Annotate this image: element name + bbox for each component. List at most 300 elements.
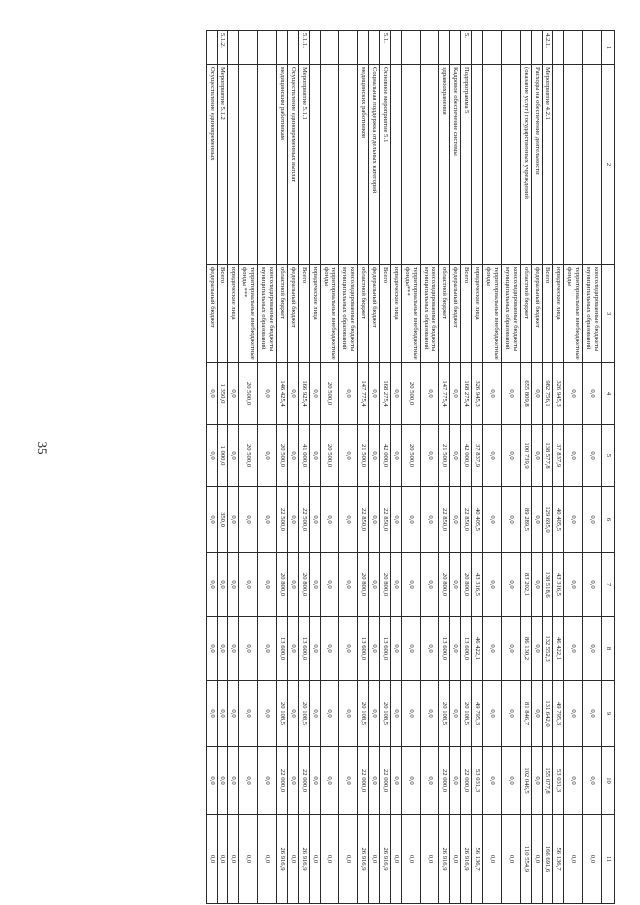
row-number (358, 31, 369, 65)
amount-cell: 0,0 (531, 487, 542, 553)
amount-cell: 0,0 (390, 487, 401, 553)
row-title: медицинским работникам (277, 65, 288, 265)
amount-cell: 0,0 (369, 747, 380, 815)
row-number (277, 31, 288, 65)
budget-table (206, 30, 615, 904)
table-row (520, 31, 531, 904)
amount-cell: 0,0 (206, 747, 217, 815)
header-cell: 6 (602, 487, 615, 553)
amount-cell: 0,0 (239, 747, 258, 815)
funding-source: федеральный бюджет (206, 265, 217, 363)
amount-cell: 42 000,0 (461, 425, 472, 487)
amount-cell: 20 108,5 (298, 681, 309, 747)
row-title: Социальная поддержка отдельных категорий (369, 65, 380, 265)
amount-cell: 655 809,8 (520, 363, 531, 425)
amount-cell: 0,0 (339, 487, 358, 553)
amount-cell: 0,0 (217, 815, 228, 904)
row-number (501, 31, 520, 65)
funding-source: консолидированные бюджеты муниципальных образований (501, 265, 520, 363)
table-row (564, 31, 583, 904)
table-row (258, 31, 277, 904)
amount-cell: 46 422,1 (553, 617, 564, 681)
row-title: здравоохранения (439, 65, 450, 265)
row-number (369, 31, 380, 65)
amount-cell: 20 500,0 (239, 363, 258, 425)
amount-cell: 0,0 (339, 553, 358, 617)
table-row (217, 31, 228, 904)
amount-cell: 0,0 (287, 363, 298, 425)
amount-cell: 0,0 (531, 553, 542, 617)
amount-cell: 0,0 (339, 815, 358, 904)
row-number: 5.1.1. (298, 31, 309, 65)
table-row (461, 31, 472, 904)
row-number: 5.1.2. (217, 31, 228, 65)
funding-source: юридические лица (472, 265, 483, 363)
amount-cell: 0,0 (401, 553, 420, 617)
amount-cell: 0,0 (450, 617, 461, 681)
amount-cell: 0,0 (483, 815, 502, 904)
amount-cell: 147 775,4 (358, 363, 369, 425)
row-title: Осуществление единовременных (206, 65, 217, 265)
amount-cell: 86 130,2 (520, 617, 531, 681)
row-number (339, 31, 358, 65)
amount-cell: 0,0 (420, 363, 439, 425)
amount-cell: 0,0 (239, 553, 258, 617)
amount-cell: 0,0 (320, 487, 339, 553)
table-row (206, 31, 217, 904)
amount-cell: 22 000,0 (461, 747, 472, 815)
row-number (450, 31, 461, 65)
amount-cell: 0,0 (401, 487, 420, 553)
amount-cell: 20 108,5 (358, 681, 369, 747)
amount-cell: 0,0 (501, 815, 520, 904)
amount-cell: 13 600,0 (298, 617, 309, 681)
row-title: Расходы на обеспечение деятельности (531, 65, 542, 265)
amount-cell: 22 000,0 (298, 747, 309, 815)
amount-cell: 0,0 (450, 553, 461, 617)
amount-cell: 0,0 (369, 617, 380, 681)
amount-cell: 20 500,0 (320, 363, 339, 425)
amount-cell: 0,0 (206, 487, 217, 553)
amount-cell: 21 500,0 (358, 425, 369, 487)
row-number (483, 31, 502, 65)
row-title (390, 65, 401, 265)
amount-cell: 0,0 (583, 425, 602, 487)
table-row (239, 31, 258, 904)
table-row (298, 31, 309, 904)
amount-cell: 0,0 (564, 487, 583, 553)
amount-cell: 13 600,0 (439, 617, 450, 681)
amount-cell: 0,0 (228, 815, 239, 904)
amount-cell: 0,0 (564, 553, 583, 617)
amount-cell: 0,0 (258, 553, 277, 617)
funding-source: областной бюджет (520, 265, 531, 363)
row-title (239, 65, 258, 265)
amount-cell: 20 108,5 (439, 681, 450, 747)
amount-cell: 81 846,7 (520, 681, 531, 747)
amount-cell: 0,0 (564, 815, 583, 904)
amount-cell: 0,0 (390, 617, 401, 681)
amount-cell: 0,0 (228, 553, 239, 617)
amount-cell: 0,0 (287, 487, 298, 553)
amount-cell: 0,0 (217, 681, 228, 747)
amount-cell: 100 739,9 (520, 425, 531, 487)
amount-cell: 0,0 (583, 487, 602, 553)
table-row (358, 31, 369, 904)
amount-cell: 0,0 (531, 815, 542, 904)
amount-cell: 0,0 (501, 425, 520, 487)
amount-cell: 20 800,0 (298, 553, 309, 617)
row-title (472, 65, 483, 265)
amount-cell: 0,0 (483, 681, 502, 747)
funding-source: консолидированные бюджеты муниципальных образований (583, 265, 602, 363)
row-number (401, 31, 420, 65)
amount-cell: 0,0 (583, 553, 602, 617)
amount-cell: 40 405,5 (553, 487, 564, 553)
amount-cell: 0,0 (564, 747, 583, 815)
amount-cell: 26 916,9 (439, 815, 450, 904)
amount-cell: 22 000,0 (380, 747, 391, 815)
amount-cell: 0,0 (258, 681, 277, 747)
amount-cell: 0,0 (420, 681, 439, 747)
amount-cell: 26 916,9 (380, 815, 391, 904)
funding-source: юридические лица (390, 265, 401, 363)
amount-cell: 0,0 (287, 617, 298, 681)
amount-cell: 56 136,7 (472, 815, 483, 904)
amount-cell: 0,0 (228, 363, 239, 425)
funding-source: федеральный бюджет (450, 265, 461, 363)
amount-cell: 13 600,0 (277, 617, 288, 681)
funding-source: территориальные внебюджетные фонды (564, 265, 583, 363)
amount-cell: 22 000,0 (277, 747, 288, 815)
amount-cell: 131 642,0 (542, 681, 553, 747)
table-row (401, 31, 420, 904)
amount-cell: 20 108,5 (461, 681, 472, 747)
amount-cell: 89 289,5 (520, 487, 531, 553)
amount-cell: 0,0 (390, 747, 401, 815)
amount-cell: 0,0 (339, 681, 358, 747)
amount-cell: 42 000,0 (380, 425, 391, 487)
row-number (390, 31, 401, 65)
table-body (206, 31, 601, 904)
amount-cell: 0,0 (309, 815, 320, 904)
amount-cell: 110 554,9 (520, 815, 531, 904)
amount-cell: 0,0 (320, 747, 339, 815)
amount-cell: 0,0 (369, 553, 380, 617)
amount-cell: 0,0 (483, 363, 502, 425)
row-title (228, 65, 239, 265)
amount-cell: 0,0 (450, 747, 461, 815)
table-row (542, 31, 553, 904)
amount-cell: 0,0 (483, 487, 502, 553)
header-row (602, 31, 615, 904)
amount-cell: 37 837,9 (472, 425, 483, 487)
amount-cell: 0,0 (531, 425, 542, 487)
row-title: Подпрограмма 5 (461, 65, 472, 265)
row-number (439, 31, 450, 65)
amount-cell: 0,0 (320, 553, 339, 617)
row-number (258, 31, 277, 65)
amount-cell: 13 600,0 (380, 617, 391, 681)
amount-cell: 0,0 (287, 425, 298, 487)
funding-source: Всего (217, 265, 228, 363)
amount-cell: 0,0 (390, 363, 401, 425)
row-title (553, 65, 564, 265)
amount-cell: 53 031,3 (472, 747, 483, 815)
amount-cell: 0,0 (228, 487, 239, 553)
amount-cell: 0,0 (564, 425, 583, 487)
amount-cell: 0,0 (228, 747, 239, 815)
amount-cell: 0,0 (420, 747, 439, 815)
funding-source: территориальные внебюджетные фонды (483, 265, 502, 363)
amount-cell: 0,0 (583, 815, 602, 904)
header-cell: 9 (602, 681, 615, 747)
amount-cell: 0,0 (501, 747, 520, 815)
table-row (531, 31, 542, 904)
amount-cell: 0,0 (564, 363, 583, 425)
row-title: Мероприятие 5.1.2 (217, 65, 228, 265)
amount-cell: 168 275,4 (461, 363, 472, 425)
row-title: Осуществление единовременных выплат (287, 65, 298, 265)
amount-cell: 20 800,0 (380, 553, 391, 617)
row-title (339, 65, 358, 265)
amount-cell: 0,0 (309, 425, 320, 487)
amount-cell: 0,0 (239, 815, 258, 904)
amount-cell: 20 800,0 (358, 553, 369, 617)
amount-cell: 22 850,0 (380, 487, 391, 553)
amount-cell: 155 077,8 (542, 747, 553, 815)
amount-cell: 0,0 (239, 681, 258, 747)
amount-cell: 0,0 (239, 487, 258, 553)
funding-source: Всего (380, 265, 391, 363)
table-row (287, 31, 298, 904)
header-cell: 8 (602, 617, 615, 681)
amount-cell: 0,0 (420, 553, 439, 617)
table-row (472, 31, 483, 904)
amount-cell: 22 850,0 (461, 487, 472, 553)
row-number (564, 31, 583, 65)
amount-cell: 56 136,7 (553, 815, 564, 904)
funding-source: областной бюджет (358, 265, 369, 363)
funding-source: федеральный бюджет (369, 265, 380, 363)
row-title (401, 65, 420, 265)
table-row (450, 31, 461, 904)
row-title: Основное мероприятие 5.1 (380, 65, 391, 265)
amount-cell: 49 795,3 (553, 681, 564, 747)
funding-source: консолидированные бюджеты муниципальных образований (420, 265, 439, 363)
amount-cell: 0,0 (228, 681, 239, 747)
amount-cell: 0,0 (206, 553, 217, 617)
row-title (320, 65, 339, 265)
amount-cell: 0,0 (339, 747, 358, 815)
amount-cell: 46 422,1 (472, 617, 483, 681)
row-title (583, 65, 602, 265)
amount-cell: 0,0 (217, 553, 228, 617)
amount-cell: 22 500,0 (298, 487, 309, 553)
row-number: 5.1. (380, 31, 391, 65)
table-row (583, 31, 602, 904)
amount-cell: 22 500,0 (277, 487, 288, 553)
amount-cell: 0,0 (420, 815, 439, 904)
table-row (320, 31, 339, 904)
amount-cell: 0,0 (583, 617, 602, 681)
row-number (287, 31, 298, 65)
amount-cell: 0,0 (339, 363, 358, 425)
table-row (553, 31, 564, 904)
amount-cell: 0,0 (206, 815, 217, 904)
funding-source: областной бюджет (277, 265, 288, 363)
row-title (258, 65, 277, 265)
table-row (309, 31, 320, 904)
amount-cell: 37 837,9 (553, 425, 564, 487)
amount-cell: 22 850,0 (439, 487, 450, 553)
amount-cell: 0,0 (339, 425, 358, 487)
table-row (369, 31, 380, 904)
row-title (420, 65, 439, 265)
header-cell: 5 (602, 425, 615, 487)
row-number (239, 31, 258, 65)
page-number: 35 (35, 441, 50, 455)
amount-cell: 0,0 (320, 617, 339, 681)
amount-cell: 0,0 (287, 747, 298, 815)
amount-cell: 0,0 (420, 487, 439, 553)
amount-cell: 0,0 (390, 425, 401, 487)
row-number (206, 31, 217, 65)
amount-cell: 53 031,3 (553, 747, 564, 815)
amount-cell: 168 275,4 (380, 363, 391, 425)
amount-cell: 26 916,9 (298, 815, 309, 904)
amount-cell: 0,0 (483, 747, 502, 815)
table-row (501, 31, 520, 904)
header-cell: 2 (602, 65, 615, 265)
amount-cell: 20 108,5 (277, 681, 288, 747)
amount-cell: 0,0 (450, 425, 461, 487)
amount-cell: 0,0 (420, 425, 439, 487)
rotated-page (50, 30, 615, 903)
row-title: Мероприятие 4.2.1 (542, 65, 553, 265)
amount-cell: 0,0 (583, 363, 602, 425)
amount-cell: 0,0 (369, 425, 380, 487)
table-row (439, 31, 450, 904)
amount-cell: 41 000,0 (298, 425, 309, 487)
header-cell: 10 (602, 747, 615, 815)
amount-cell: 0,0 (369, 363, 380, 425)
amount-cell: 0,0 (531, 747, 542, 815)
amount-cell: 21 500,0 (439, 425, 450, 487)
amount-cell: 0,0 (564, 617, 583, 681)
amount-cell: 0,0 (564, 681, 583, 747)
amount-cell: 0,0 (217, 617, 228, 681)
amount-cell: 0,0 (369, 487, 380, 553)
amount-cell: 83 202,1 (520, 553, 531, 617)
row-title: Кадровое обеспечение системы (450, 65, 461, 265)
amount-cell: 0,0 (401, 747, 420, 815)
row-title: (оказание услуг) государственных учреждений (520, 65, 531, 265)
row-title (564, 65, 583, 265)
amount-cell: 0,0 (309, 553, 320, 617)
amount-cell: 0,0 (258, 815, 277, 904)
amount-cell: 0,0 (309, 617, 320, 681)
funding-source: консолидированные бюджеты муниципальных образований (339, 265, 358, 363)
funding-source: консолидированные бюджеты муниципальных образований (258, 265, 277, 363)
amount-cell: 26 916,9 (358, 815, 369, 904)
funding-source: Всего (461, 265, 472, 363)
amount-cell: 0,0 (228, 425, 239, 487)
funding-source: юридические лица (553, 265, 564, 363)
amount-cell: 132 552,3 (542, 617, 553, 681)
amount-cell: 13 600,0 (358, 617, 369, 681)
amount-cell: 22 000,0 (358, 747, 369, 815)
amount-cell: 20 500,0 (401, 425, 420, 487)
header-cell: 4 (602, 363, 615, 425)
amount-cell: 20 500,0 (239, 425, 258, 487)
table-row (228, 31, 239, 904)
header-cell: 7 (602, 553, 615, 617)
amount-cell: 146 425,4 (277, 363, 288, 425)
amount-cell: 1 000,0 (217, 425, 228, 487)
amount-cell: 0,0 (401, 815, 420, 904)
row-title: медицинских работников (358, 65, 369, 265)
amount-cell: 0,0 (258, 487, 277, 553)
amount-cell: 43 316,5 (472, 553, 483, 617)
row-number (583, 31, 602, 65)
amount-cell: 26 916,9 (461, 815, 472, 904)
funding-source: федеральный бюджет (531, 265, 542, 363)
amount-cell: 20 800,0 (277, 553, 288, 617)
amount-cell: 0,0 (483, 553, 502, 617)
amount-cell: 0,0 (401, 617, 420, 681)
funding-source: юридические лица (309, 265, 320, 363)
amount-cell: 0,0 (287, 815, 298, 904)
amount-cell: 0,0 (501, 363, 520, 425)
amount-cell: 0,0 (287, 553, 298, 617)
amount-cell: 0,0 (369, 681, 380, 747)
amount-cell: 0,0 (390, 681, 401, 747)
row-number (320, 31, 339, 65)
table-row (277, 31, 288, 904)
header-cell: 11 (602, 815, 615, 904)
funding-source: юридические лица (228, 265, 239, 363)
amount-cell: 0,0 (309, 681, 320, 747)
amount-cell: 0,0 (258, 363, 277, 425)
amount-cell: 20 500,0 (401, 363, 420, 425)
table-row (339, 31, 358, 904)
amount-cell: 22 000,0 (439, 747, 450, 815)
amount-cell: 0,0 (258, 425, 277, 487)
amount-cell: 0,0 (390, 815, 401, 904)
table-row (380, 31, 391, 904)
amount-cell: 0,0 (450, 487, 461, 553)
amount-cell: 0,0 (320, 815, 339, 904)
amount-cell: 0,0 (206, 681, 217, 747)
funding-source: территориальные внебюджетные фонды (320, 265, 339, 363)
amount-cell: 326 945,3 (472, 363, 483, 425)
amount-cell: 0,0 (583, 681, 602, 747)
amount-cell: 0,0 (258, 747, 277, 815)
amount-cell: 0,0 (369, 815, 380, 904)
row-number (520, 31, 531, 65)
amount-cell: 0,0 (401, 681, 420, 747)
amount-cell: 0,0 (239, 617, 258, 681)
header-cell: 1 (602, 31, 615, 65)
funding-source: областной бюджет (439, 265, 450, 363)
amount-cell: 0,0 (501, 487, 520, 553)
amount-cell: 20 500,0 (277, 425, 288, 487)
row-number: 5. (461, 31, 472, 65)
amount-cell: 982 756,1 (542, 363, 553, 425)
amount-cell: 0,0 (309, 487, 320, 553)
amount-cell: 0,0 (287, 681, 298, 747)
